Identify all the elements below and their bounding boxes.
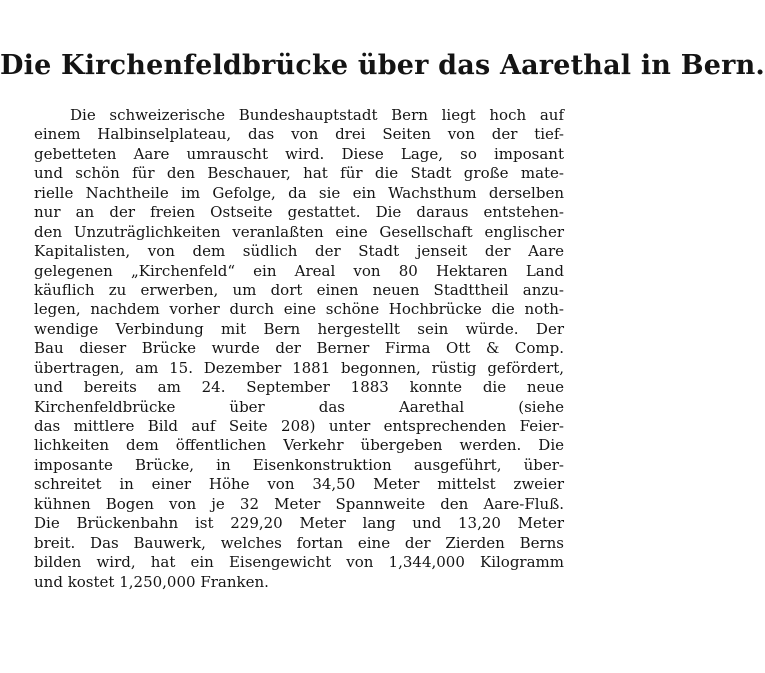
text-line: kühnen Bogen von je 32 Meter Spannweite den Aare-Fluß. xyxy=(34,494,564,513)
article-title: Die Kirchenfeldbrücke über das Aarethal in Bern. xyxy=(0,50,765,82)
text-line: bilden wird, hat ein Eisengewicht von 1,344,000 Kilogramm xyxy=(34,553,564,572)
text-line: rielle Nachtheile im Gefolge, da sie ein Wachsthum derselben xyxy=(34,183,564,202)
text-line: lichkeiten dem öffentlichen Verkehr übergeben werden. Die xyxy=(34,436,564,455)
text-line: schreitet in einer Höhe von 34,50 Meter mittelst zweier xyxy=(34,475,564,494)
text-line: nur an der freien Ostseite gestattet. Die daraus entstehen- xyxy=(34,203,564,222)
text-line: Die Brückenbahn ist 229,20 Meter lang und 13,20 Meter xyxy=(34,514,564,533)
text-line: Bau dieser Brücke wurde der Berner Firma Ott & Comp. xyxy=(34,339,564,358)
text-line: Die schweizerische Bundeshauptstadt Bern liegt hoch auf xyxy=(70,106,564,124)
text-line: Kirchenfeldbrücke über das Aarethal (siehe xyxy=(34,397,564,416)
text-line: gelegenen „Kirchenfeld“ ein Areal von 80 Hektaren Land xyxy=(34,261,564,280)
text-line: wendige Verbindung mit Bern hergestellt sein würde. Der xyxy=(34,319,564,338)
text-line: das mittlere Bild auf Seite 208) unter entsprechenden Feier- xyxy=(34,417,564,435)
article-body xyxy=(34,106,564,592)
text-line: Kapitalisten, von dem südlich der Stadt jenseit der Aare xyxy=(34,242,564,261)
text-line: gebetteten Aare umrauscht wird. Diese Lage, so imposant xyxy=(34,144,564,163)
text-line: und kostet 1,250,000 Franken. xyxy=(34,572,269,591)
text-line: legen, nachdem vorher durch eine schöne Hochbrücke die noth- xyxy=(34,300,564,319)
text-line: und schön für den Beschauer, hat für die Stadt große mate- xyxy=(34,164,564,183)
text-line: käuflich zu erwerben, um dort einen neuen Stadttheil anzu- xyxy=(34,280,564,299)
text-line: den Unzuträglichkeiten veranlaßten eine Gesellschaft englischer xyxy=(34,222,564,241)
text-line: übertragen, am 15. Dezember 1881 begonnen, rüstig gefördert, xyxy=(34,358,564,377)
text-line: imposante Brücke, in Eisenkonstruktion ausgeführt, über- xyxy=(34,455,564,474)
text-line: einem Halbinselplateau, das von drei Seiten von der tief- xyxy=(34,125,564,144)
text-line: breit. Das Bauwerk, welches fortan eine der Zierden Berns xyxy=(34,533,564,552)
text-line: und bereits am 24. September 1883 konnte die neue xyxy=(34,378,564,397)
